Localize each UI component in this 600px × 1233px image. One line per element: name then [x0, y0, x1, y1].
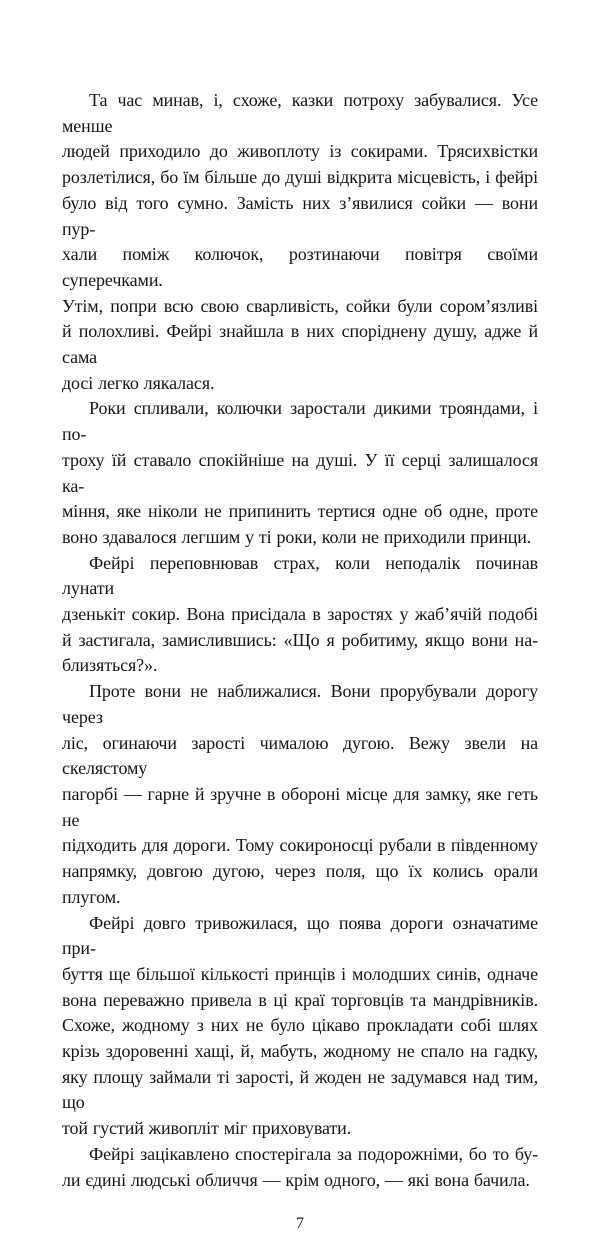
text-line: Схоже, жодному з них не було цікаво прокладати собі шлях	[62, 1015, 538, 1036]
body-text	[62, 88, 538, 1193]
text-line: буття ще більшої кількості принців і молодших синів, одначе	[62, 963, 538, 984]
text-line: напрямку, довгою дугою, через поля, що їх колись орали плугом.	[62, 861, 538, 907]
text-line: той густий живопліт міг приховувати.	[62, 1118, 352, 1139]
text-line: Фейрі переповнював страх, коли неподалік починав лунати	[62, 552, 538, 599]
text-line: хали поміж колючок, розтинаючи повітря своїми суперечками.	[62, 244, 538, 290]
paragraph	[62, 679, 538, 910]
text-line: досі легко лякалася.	[62, 372, 215, 393]
text-line: міння, яке ніколи не припинить тертися одне об одне, проте	[62, 501, 538, 522]
text-line: розлетілися, бо їм більше до душі відкрита місцевість, і фейрі	[62, 167, 538, 188]
paragraph	[62, 551, 538, 680]
text-line: ли єдині людські обличчя — крім одного, — які вона бачила.	[62, 1169, 530, 1190]
text-line: дзенькіт сокир. Вона присідала в заростях у жаб’ячій подобі	[62, 604, 538, 625]
text-line: воно здавалося легшим у ті роки, коли не приходили принци.	[62, 526, 532, 547]
text-line: близяться?».	[62, 655, 158, 676]
text-line: троху їй ставало спокійніше на душі. У її серці залишалося ка-	[62, 449, 538, 496]
text-line: Та час минав, і, схоже, казки потроху забувалися. Усе менше	[62, 90, 538, 136]
text-line: підходить для дороги. Тому сокироносці рубали в південному	[62, 835, 538, 856]
page-number: 7	[296, 1215, 304, 1233]
text-line: Роки спливали, колючки заростали дикими трояндами, і по-	[62, 398, 538, 445]
text-line: й застигала, замислившись: «Що я робитиму, якщо вони на-	[62, 629, 538, 650]
text-line: Фейрі зацікавлено спостерігала за подорожніми, бо то бу-	[89, 1143, 538, 1164]
text-line: вона переважно привела в ці краї торговців та мандрівників.	[62, 989, 538, 1010]
paragraph	[62, 911, 538, 1142]
text-line: й полохливі. Фейрі знайшла в них споріднену душу, адже й сама	[62, 321, 538, 368]
text-line: Проте вони не наближалися. Вони прорубували дорогу через	[62, 681, 538, 727]
text-line: ліс, огинаючи зарості чималою дугою. Вежу звели на скелястому	[62, 732, 538, 779]
text-line: Утім, попри всю свою сварливість, сойки були сором’язливі	[62, 295, 538, 316]
text-line: пагорбі — гарне й зручне в обороні місце для замку, яке геть не	[62, 783, 538, 830]
paragraph	[62, 88, 538, 396]
text-line: людей приходило до живоплоту із сокирами. Трясихвістки	[62, 141, 538, 162]
text-line: яку площу займали ті зарості, й жоден не задумався над тим, що	[62, 1066, 538, 1113]
text-line: було від того сумно. Замість них з’явилися сойки — вони пур-	[62, 192, 538, 239]
paragraph	[62, 396, 538, 550]
text-line: Фейрі довго тривожилася, що поява дороги означатиме при-	[62, 912, 538, 959]
paragraph	[62, 1142, 538, 1193]
text-line: крізь здоровенні хащі, й, мабуть, жодному не спало на гадку,	[62, 1041, 538, 1062]
